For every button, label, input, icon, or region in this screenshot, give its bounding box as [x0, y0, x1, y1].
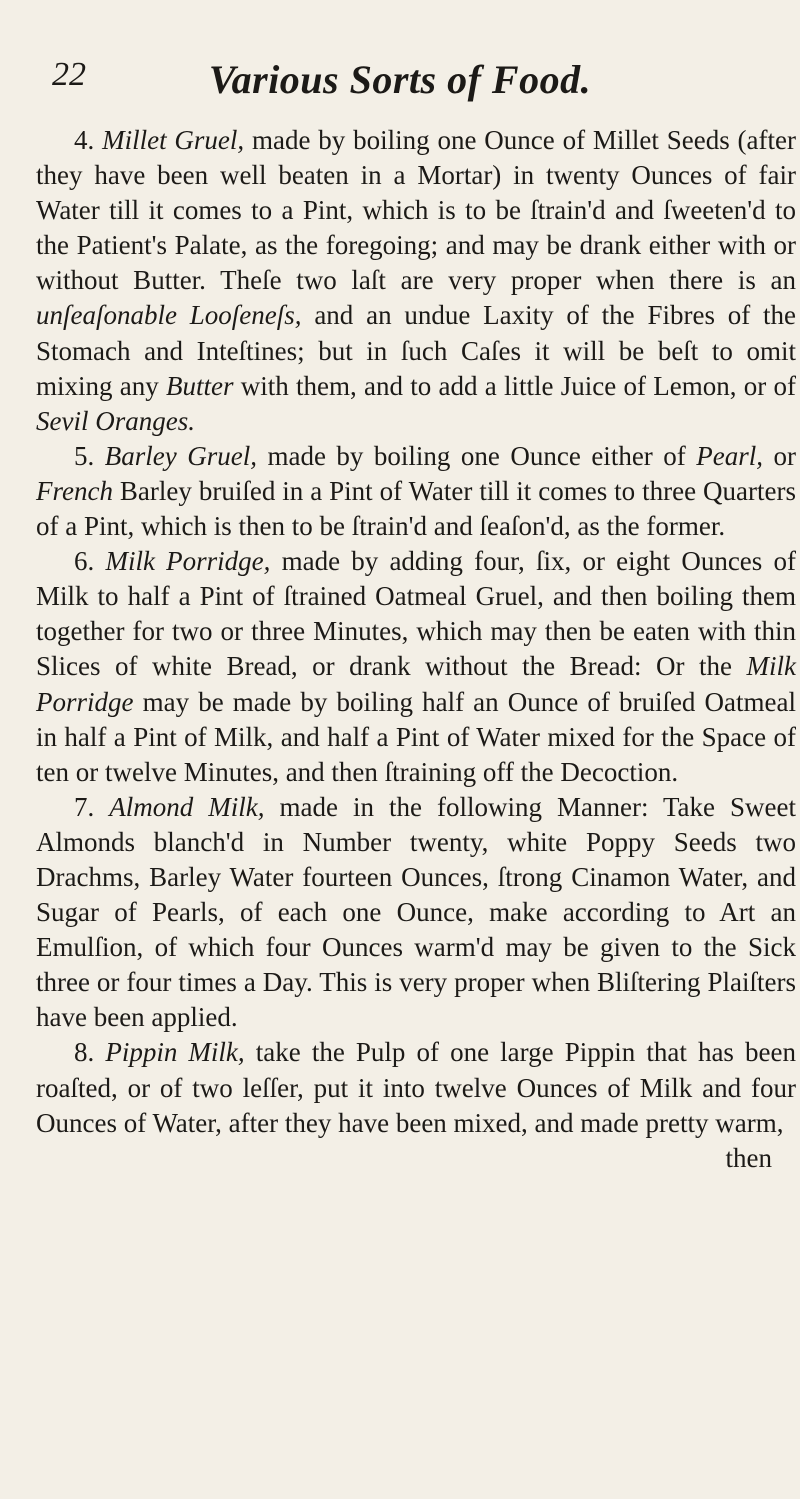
- item-number: 4.: [74, 125, 95, 155]
- paragraph-text: made by boiling one Ounce either of: [267, 440, 686, 471]
- paragraph-text: take the Pulp of one large Pippin that has been roaſted, or of two leſſer, put it into twelve Ounces of Milk and four Ounces of Water, after they have been mixed, and made pretty warm,: [36, 1037, 796, 1138]
- page-number: 22: [52, 56, 86, 93]
- item-number: 7.: [74, 791, 95, 822]
- paragraph-almond-milk: [36, 790, 796, 1036]
- paragraph-text: Barley bruiſed in a Pint of Water till it comes to three Quarters of a Pint, which is then to be ſtrain'd and ſeaſon'd, as the former.: [36, 475, 796, 542]
- paragraph-text: made by adding four, ſix, or eight Ounces of Milk to half a Pint of ſtrained Oatmeal Gruel, and then boiling them together for two or three Minutes, which may then be eaten with thin Slices of white Bread, or drank without the Bread: Or the: [36, 546, 796, 682]
- running-title: Various Sorts of Food.: [208, 57, 592, 102]
- italic-term: Butter: [166, 370, 234, 401]
- italic-term: Pearl,: [696, 440, 764, 471]
- catchword: then: [725, 1142, 772, 1173]
- paragraph-text: made by boiling one Ounce of Millet Seeds (after they have been well beaten in a Mortar) in twenty Ounces of fair Water till it comes to a Pint, which is to be ſtrain'd and ſweeten'd to the Patient's Palate, as the foregoing; and may be drank either with or without Butter. Theſe two laſt are very proper when there is an: [36, 125, 797, 296]
- paragraph-milk-porridge: [36, 544, 796, 790]
- paragraph-text: may be made by boiling half an Ounce of bruiſed Oatmeal in half a Pint of Milk, and half a Pint of Water mixed for the Space of ten or twelve Minutes, and then ſtraining off the Decoction.: [36, 686, 796, 787]
- page-header: [0, 56, 800, 116]
- italic-term: French: [36, 475, 113, 506]
- paragraph-text: and an undue Laxity of the Fibres of the Stomach and Inteſtines; but in ſuch Caſes it will be beſt to omit mixing any: [36, 300, 797, 401]
- paragraph-barley-gruel: [36, 439, 796, 544]
- recipe-title: Almond Milk,: [109, 791, 265, 822]
- recipe-title: Millet Gruel,: [102, 125, 245, 155]
- italic-term: Sevil Oranges.: [36, 405, 195, 436]
- body-text: [36, 123, 796, 1176]
- paragraph-text: with them, and to add a little Juice of Lemon, or of: [240, 370, 796, 401]
- paragraph-text: or: [773, 440, 797, 471]
- item-number: 8.: [74, 1037, 95, 1068]
- italic-term: unſeaſonable Looſeneſs,: [36, 300, 302, 331]
- recipe-title: Pippin Milk,: [105, 1037, 245, 1068]
- item-number: 5.: [74, 440, 95, 471]
- italic-term: Milk Porridge: [36, 651, 797, 717]
- paragraph-millet-gruel: [36, 123, 796, 439]
- paragraph-pippin-milk: [36, 1035, 796, 1140]
- recipe-title: Barley Gruel,: [104, 440, 257, 471]
- recipe-title: Milk Porridge,: [105, 546, 271, 577]
- item-number: 6.: [74, 546, 95, 577]
- paragraph-text: made in the following Manner: Take Sweet Almonds blanch'd in Number twenty, white Poppy Seeds two Drachms, Barley Water fourteen Ounces, ſtrong Cinamon Water, and Sugar of Pearls, of each one Ounce, make according to Art an Emulſion, of which four Ounces warm'd may be given to the Sick three or four times a Day. This is very proper when Bliſtering Plaiſters have been applied.: [36, 791, 797, 1033]
